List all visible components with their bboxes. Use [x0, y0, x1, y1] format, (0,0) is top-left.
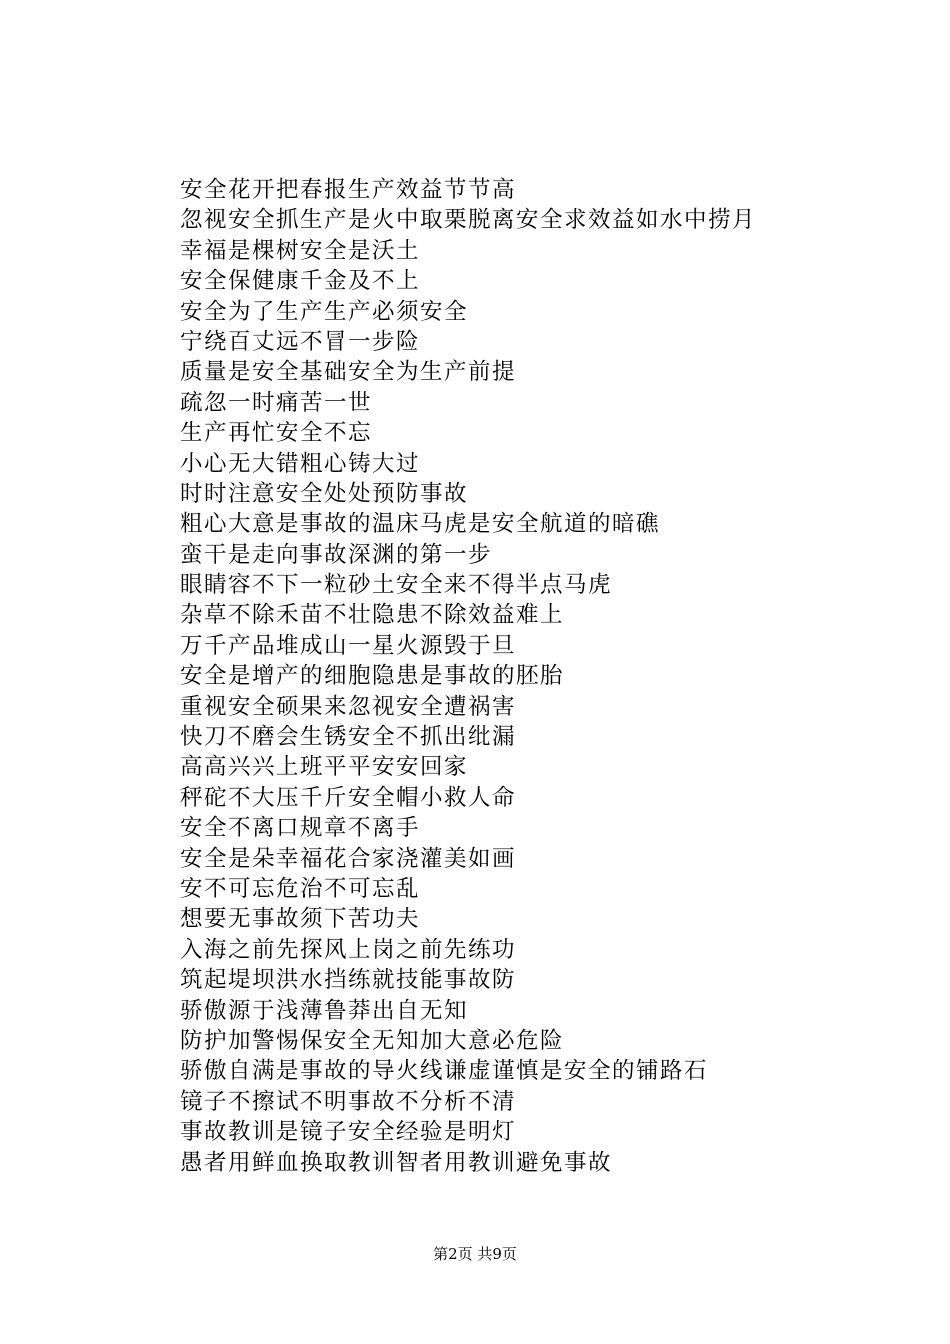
slogan-line: 万千产品堆成山一星火源毁于旦	[180, 632, 517, 659]
slogan-line: 安全是增产的细胞隐患是事故的胚胎	[180, 663, 565, 690]
slogan-line: 秤砣不大压千斤安全帽小救人命	[180, 784, 517, 811]
slogan-line: 眼睛容不下一粒砂土安全来不得半点马虎	[180, 572, 613, 599]
slogan-line: 筑起堤坝洪水挡练就技能事故防	[180, 967, 517, 994]
slogan-line: 疏忽一时痛苦一世	[180, 389, 373, 416]
slogan-line: 幸福是棵树安全是沃土	[180, 237, 421, 264]
slogan-line: 安全花开把春报生产效益节节高	[180, 177, 517, 203]
slogan-line: 入海之前先探风上岗之前先练功	[180, 936, 517, 963]
slogan-line: 愚者用鲜血换取教训智者用教训避免事故	[180, 1149, 613, 1176]
slogan-line: 时时注意安全处处预防事故	[180, 480, 469, 507]
slogan-line: 小心无大错粗心铸大过	[180, 450, 421, 477]
slogan-line: 想要无事故须下苦功夫	[180, 906, 421, 933]
slogan-line: 安全不离口规章不离手	[180, 815, 421, 842]
slogan-line: 安全是朵幸福花合家浇灌美如画	[180, 845, 517, 872]
slogan-line: 生产再忙安全不忘	[180, 420, 373, 447]
slogan-line: 宁绕百丈远不冒一步险	[180, 328, 421, 355]
slogan-line: 骄傲源于浅薄鲁莽出自无知	[180, 997, 469, 1024]
slogan-line: 安全保健康千金及不上	[180, 268, 421, 295]
slogan-line: 镜子不擦试不明事故不分析不清	[180, 1088, 517, 1115]
page-number-footer: 第2页 共9页	[433, 1245, 517, 1263]
slogan-line: 杂草不除禾苗不壮隐患不除效益难上	[180, 602, 565, 629]
slogan-line: 忽视安全抓生产是火中取栗脱离安全求效益如水中捞月	[180, 207, 757, 234]
slogan-line: 重视安全硕果来忽视安全遭祸害	[180, 693, 517, 720]
slogan-line: 快刀不磨会生锈安全不抓出纰漏	[180, 724, 517, 751]
slogan-list	[180, 175, 880, 1178]
slogan-line: 质量是安全基础安全为生产前提	[180, 359, 517, 386]
slogan-line: 蛮干是走向事故深渊的第一步	[180, 541, 493, 568]
slogan-line: 粗心大意是事故的温床马虎是安全航道的暗礁	[180, 511, 661, 538]
slogan-line: 骄傲自满是事故的导火线谦虚谨慎是安全的铺路石	[180, 1058, 709, 1085]
slogan-line: 事故教训是镜子安全经验是明灯	[180, 1119, 517, 1146]
slogan-line: 安全为了生产生产必须安全	[180, 298, 469, 325]
slogan-line: 高高兴兴上班平平安安回家	[180, 754, 469, 781]
slogan-line: 防护加警惕保安全无知加大意必危险	[180, 1027, 565, 1054]
slogan-line: 安不可忘危治不可忘乱	[180, 875, 421, 902]
